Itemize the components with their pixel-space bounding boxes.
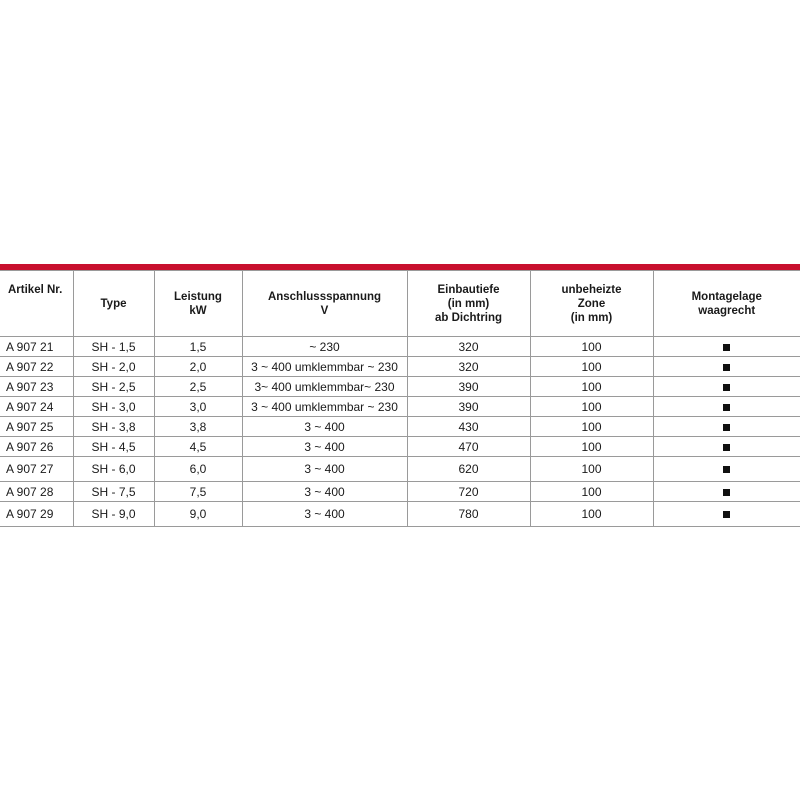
cell-montage (653, 417, 800, 437)
cell-artikel: A 907 27 (0, 457, 73, 482)
cell-zone: 100 (530, 457, 653, 482)
cell-einbautiefe: 430 (407, 417, 530, 437)
square-mark-icon (723, 489, 730, 496)
cell-type: SH - 4,5 (73, 437, 154, 457)
cell-type: SH - 2,0 (73, 357, 154, 377)
square-mark-icon (723, 511, 730, 518)
cell-montage (653, 337, 800, 357)
square-mark-icon (723, 404, 730, 411)
square-mark-icon (723, 444, 730, 451)
cell-type: SH - 9,0 (73, 502, 154, 527)
table-row (0, 482, 800, 502)
square-mark-icon (723, 424, 730, 431)
cell-zone: 100 (530, 377, 653, 397)
table-row (0, 377, 800, 397)
cell-leistung: 3,0 (154, 397, 242, 417)
table-header-row (0, 271, 800, 337)
table-row (0, 457, 800, 482)
table-row (0, 437, 800, 457)
cell-montage (653, 482, 800, 502)
cell-spannung: 3 ~ 400 (242, 437, 407, 457)
table-row (0, 397, 800, 417)
cell-leistung: 1,5 (154, 337, 242, 357)
cell-spannung: 3 ~ 400 (242, 457, 407, 482)
header-einbautiefe: Einbautiefe (in mm) ab Dichtring (407, 271, 530, 337)
square-mark-icon (723, 344, 730, 351)
table-row (0, 357, 800, 377)
cell-leistung: 7,5 (154, 482, 242, 502)
cell-einbautiefe: 320 (407, 357, 530, 377)
cell-type: SH - 7,5 (73, 482, 154, 502)
cell-leistung: 4,5 (154, 437, 242, 457)
cell-zone: 100 (530, 502, 653, 527)
cell-type: SH - 6,0 (73, 457, 154, 482)
cell-spannung: ~ 230 (242, 337, 407, 357)
cell-montage (653, 457, 800, 482)
cell-artikel: A 907 26 (0, 437, 73, 457)
square-mark-icon (723, 364, 730, 371)
cell-leistung: 2,0 (154, 357, 242, 377)
cell-montage (653, 357, 800, 377)
cell-einbautiefe: 390 (407, 397, 530, 417)
cell-zone: 100 (530, 417, 653, 437)
cell-einbautiefe: 720 (407, 482, 530, 502)
cell-type: SH - 3,0 (73, 397, 154, 417)
table-row (0, 337, 800, 357)
cell-zone: 100 (530, 482, 653, 502)
cell-type: SH - 1,5 (73, 337, 154, 357)
cell-spannung: 3 ~ 400 (242, 417, 407, 437)
spec-table (0, 270, 800, 527)
cell-zone: 100 (530, 437, 653, 457)
cell-spannung: 3 ~ 400 (242, 502, 407, 527)
cell-leistung: 3,8 (154, 417, 242, 437)
cell-leistung: 9,0 (154, 502, 242, 527)
cell-artikel: A 907 21 (0, 337, 73, 357)
cell-artikel: A 907 29 (0, 502, 73, 527)
cell-spannung: 3 ~ 400 umklemmbar ~ 230 (242, 357, 407, 377)
cell-einbautiefe: 320 (407, 337, 530, 357)
cell-spannung: 3~ 400 umklemmbar~ 230 (242, 377, 407, 397)
cell-montage (653, 437, 800, 457)
cell-spannung: 3 ~ 400 umklemmbar ~ 230 (242, 397, 407, 417)
cell-montage (653, 377, 800, 397)
cell-montage (653, 502, 800, 527)
table-body (0, 337, 800, 527)
cell-artikel: A 907 25 (0, 417, 73, 437)
cell-montage (653, 397, 800, 417)
cell-zone: 100 (530, 357, 653, 377)
cell-einbautiefe: 390 (407, 377, 530, 397)
cell-einbautiefe: 470 (407, 437, 530, 457)
cell-artikel: A 907 22 (0, 357, 73, 377)
cell-artikel: A 907 24 (0, 397, 73, 417)
cell-spannung: 3 ~ 400 (242, 482, 407, 502)
cell-type: SH - 3,8 (73, 417, 154, 437)
cell-artikel: A 907 28 (0, 482, 73, 502)
cell-artikel: A 907 23 (0, 377, 73, 397)
header-unbeheizte-zone: unbeheizte Zone (in mm) (530, 271, 653, 337)
cell-zone: 100 (530, 337, 653, 357)
cell-einbautiefe: 780 (407, 502, 530, 527)
cell-einbautiefe: 620 (407, 457, 530, 482)
spec-table-container (0, 264, 800, 527)
header-leistung: Leistung kW (154, 271, 242, 337)
header-montagelage: Montagelage waagrecht (653, 271, 800, 337)
cell-leistung: 2,5 (154, 377, 242, 397)
cell-zone: 100 (530, 397, 653, 417)
header-type: Type (73, 271, 154, 337)
header-artikel: Artikel Nr. (0, 271, 73, 337)
table-row (0, 417, 800, 437)
header-anschlussspannung: Anschlussspannung V (242, 271, 407, 337)
cell-type: SH - 2,5 (73, 377, 154, 397)
table-row (0, 502, 800, 527)
square-mark-icon (723, 384, 730, 391)
cell-leistung: 6,0 (154, 457, 242, 482)
square-mark-icon (723, 466, 730, 473)
